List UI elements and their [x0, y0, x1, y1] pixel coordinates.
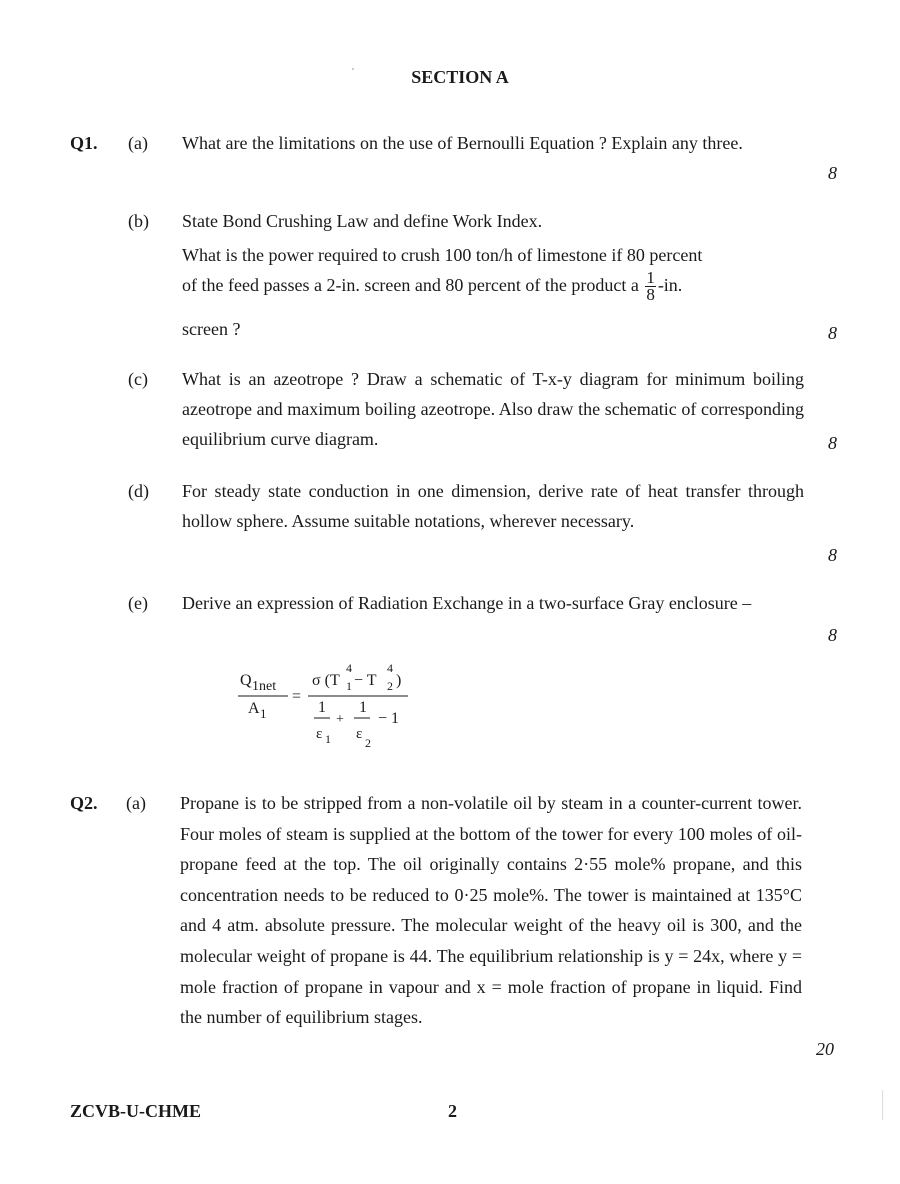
fraction-numerator: 1	[646, 268, 655, 288]
question-text-q1b-line1: State Bond Crushing Law and define Work Index.	[182, 211, 543, 231]
page-number: 2	[448, 1101, 457, 1121]
formula-sub-2: 2	[387, 679, 393, 693]
formula-a-sub: 1	[260, 706, 267, 721]
question-text-q1c: What is an azeotrope ? Draw a schematic of T-x-y diagram for minimum boiling azeotrope and maximum boiling azeotrope. Also draw the schematic of corresponding equilibrium curve diagram.	[182, 369, 804, 449]
formula-q-sub: 1net	[252, 679, 277, 694]
question-number-q1: Q1.	[70, 133, 98, 153]
formula-sub-1: 1	[346, 679, 352, 693]
scan-speck	[352, 68, 354, 70]
marks-q1c: 8	[828, 433, 837, 453]
marks-q1d: 8	[828, 545, 837, 565]
question-number-q2: Q2.	[70, 793, 98, 813]
part-label-q1d: (d)	[128, 481, 149, 501]
formula-plus: +	[336, 712, 344, 727]
radiation-exchange-formula	[236, 660, 436, 750]
formula-minus-one: − 1	[378, 710, 400, 727]
marks-q1e: 8	[828, 625, 837, 645]
line3-suffix: -in.	[657, 275, 683, 295]
fraction-one-eighth	[645, 270, 656, 303]
question-text-q1d: For steady state conduction in one dimension, derive rate of heat transfer through hollow sphere. Assume suitable notations, wherever necessary.	[182, 481, 804, 531]
formula-eps-a-sub: 1	[325, 732, 331, 746]
section-title: SECTION A	[411, 67, 509, 87]
fraction-denominator: 8	[646, 285, 655, 305]
formula-sup-1: 4	[346, 661, 352, 675]
question-text-q2a: Propane is to be stripped from a non-volatile oil by steam in a counter-current tower. Four moles of steam is supplied at the bottom of the tower for every 100 moles of oil-propane feed at the top. The oil originally contains 2·55 mole% propane, and this concentration needs to be reduced to 0·25 mole%. The tower is maintained at 135°C and 4 atm. absolute pressure. The molecular weight of the heavy oil is 300, and the molecular weight of propane is 44. The equilibrium relationship is y = 24x, where y = mole fraction of propane in vapour and x = mole fraction of propane in liquid. Find the number of equilibrium stages.	[180, 793, 802, 1028]
formula-close: )	[396, 672, 402, 689]
line3-text: of the feed passes a 2-in. screen and 80 percent of the product a	[182, 275, 639, 295]
part-label-q1c: (c)	[128, 369, 148, 389]
formula-eps-b: ε	[356, 726, 363, 742]
formula-equals: =	[292, 688, 302, 705]
paper-code: ZCVB-U-CHME	[70, 1101, 201, 1121]
formula-q: Q	[240, 672, 252, 689]
marks-q2a: 20	[816, 1039, 834, 1059]
formula-eps-b-sub: 2	[365, 736, 371, 750]
question-text-q1a: What are the limitations on the use of Bernoulli Equation ? Explain any three.	[182, 133, 743, 153]
formula-sigma: σ (T	[312, 672, 340, 689]
question-text-q1b-line4: screen ?	[182, 319, 241, 339]
formula-one-b: 1	[359, 699, 367, 716]
scan-speck	[882, 1090, 883, 1120]
part-label-q1e: (e)	[128, 593, 148, 613]
part-label-q1a: (a)	[128, 133, 148, 153]
formula-eps-a: ε	[316, 726, 323, 742]
question-text-q1b-line3	[182, 270, 804, 303]
marks-q1a: 8	[828, 163, 837, 183]
part-label-q2a: (a)	[126, 793, 146, 813]
formula-one-a: 1	[318, 699, 326, 716]
formula-a: A	[248, 700, 260, 717]
formula-minus: − T	[354, 672, 377, 689]
marks-q1b: 8	[828, 323, 837, 343]
formula-sup-2: 4	[387, 661, 393, 675]
question-text-q1e: Derive an expression of Radiation Exchange in a two-surface Gray enclosure –	[182, 593, 752, 613]
question-text-q1b-line2: What is the power required to crush 100 ton/h of limestone if 80 percent	[182, 245, 703, 265]
part-label-q1b: (b)	[128, 211, 149, 231]
